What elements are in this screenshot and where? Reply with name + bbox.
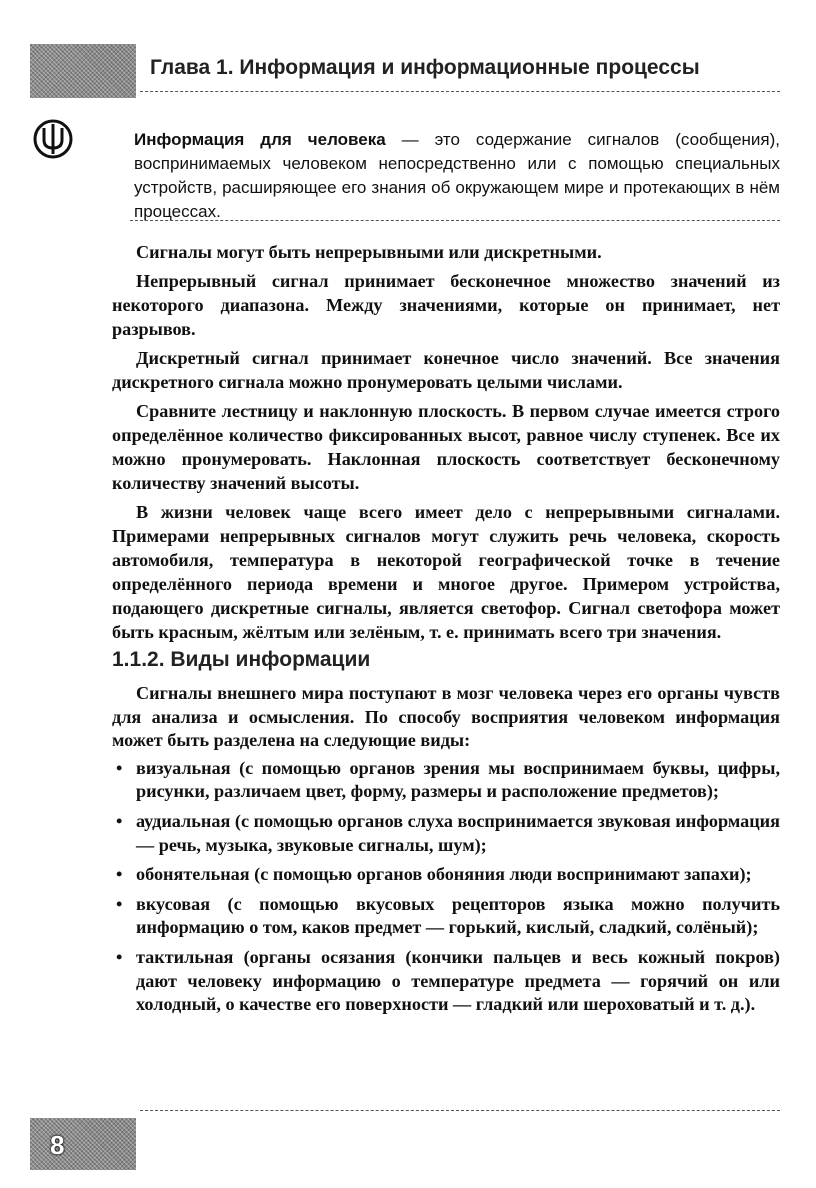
- list-term: вкусовая: [136, 893, 211, 914]
- list-item: [112, 810, 780, 857]
- list-text: (с помощью органов обоняния люди воспринимают запахи);: [249, 864, 752, 885]
- section-intro: Сигналы внешнего мира поступают в мозг человека через его органы чувств для анализа и осмысления. По способу восприятия человеком информация может быть разделена на следующие виды:: [112, 683, 780, 751]
- list-item: [112, 946, 780, 1017]
- main-text: [112, 240, 780, 649]
- section-body: [112, 682, 780, 1023]
- paragraph-text: принимает бесконечное множество значений из некоторого диапазона. Между значениями, которые он принимает, нет разрывов.: [112, 271, 780, 339]
- paragraph: Сравните лестницу и наклонную плоскость. В первом случае имеется строго определённое количество фиксированных высот, равное числу ступенек. Все их можно пронумеровать. Наклонная плоскость соответствует бесконечному количеству значений высоты.: [112, 401, 780, 493]
- term-discrete-signal: Дискретный сигнал: [136, 348, 309, 368]
- list-term: аудиальная: [136, 810, 231, 831]
- definition-divider: [130, 220, 780, 221]
- list-text: (органы осязания (кончики пальцев и весь кожный покров) дают человеку информацию о температуре предмета — горячий он или холодный, о качестве его поверхности — гладкий или шероховатый и т. д.).: [136, 946, 780, 1015]
- definition-box: [134, 128, 780, 224]
- header-divider: [140, 91, 780, 92]
- list-text: (с помощью органов слуха воспринимается звуковая информация — речь, музыка, звуковые сигналы, шум);: [136, 810, 780, 855]
- bullet-icon: •: [116, 810, 123, 831]
- info-types-list: [112, 757, 780, 1017]
- bullet-icon: •: [116, 864, 123, 885]
- paragraph: В жизни человек чаще всего имеет дело с непрерывными сигналами. Примерами непрерывных сигналов могут служить речь человека, скорость автомобиля, температура в некоторой географической точке в течение определённого периода времени и многое другое. Примером устройства, подающего дискретные сигналы, является светофор. Сигнал светофора может быть красным, жёлтым или зелёным, т. е. принимать всего три значения.: [112, 502, 780, 642]
- list-term: обонятельная: [136, 864, 250, 885]
- list-item: [112, 757, 780, 804]
- term-continuous-signal: Непрерывный сигнал: [136, 271, 329, 291]
- chapter-title: Глава 1. Информация и информационные процессы: [150, 56, 700, 79]
- paragraph-text: принимает конечное число значений. Все значения дискретного сигнала можно пронумеровать целыми числами.: [112, 348, 780, 392]
- definition-term: Информация для человека: [134, 130, 386, 149]
- section-heading: 1.1.2. Виды информации: [112, 648, 371, 671]
- info-symbol-icon: [32, 118, 74, 160]
- page-number: 8: [50, 1130, 65, 1160]
- list-text: (с помощью органов зрения мы воспринимаем буквы, цифры, рисунки, различаем цвет, форму, размеры и расположение предметов);: [136, 757, 780, 802]
- footer-divider: [140, 1110, 780, 1111]
- bullet-icon: •: [116, 757, 123, 778]
- bullet-icon: •: [116, 893, 123, 914]
- paragraph: [112, 346, 780, 394]
- paragraph: Сигналы могут быть непрерывными или дискретными.: [136, 242, 602, 262]
- list-item: [112, 863, 780, 887]
- header-decoration: [30, 44, 136, 98]
- paragraph: [112, 269, 780, 341]
- definition-text: — это содержание сигналов (сообщения), воспринимаемых человеком непосредственно или с помощью специальных устройств, расширяющее его знания об окружающем мире и протекающих в нём процессах.: [134, 130, 780, 221]
- bullet-icon: •: [116, 946, 123, 967]
- footer-decoration: [30, 1118, 136, 1170]
- list-term: тактильная: [136, 946, 234, 967]
- list-text: (с помощью вкусовых рецепторов языка можно получить информацию о том, каков предмет — горький, кислый, сладкий, солёный);: [136, 893, 780, 938]
- list-item: [112, 893, 780, 940]
- list-term: визуальная: [136, 757, 231, 778]
